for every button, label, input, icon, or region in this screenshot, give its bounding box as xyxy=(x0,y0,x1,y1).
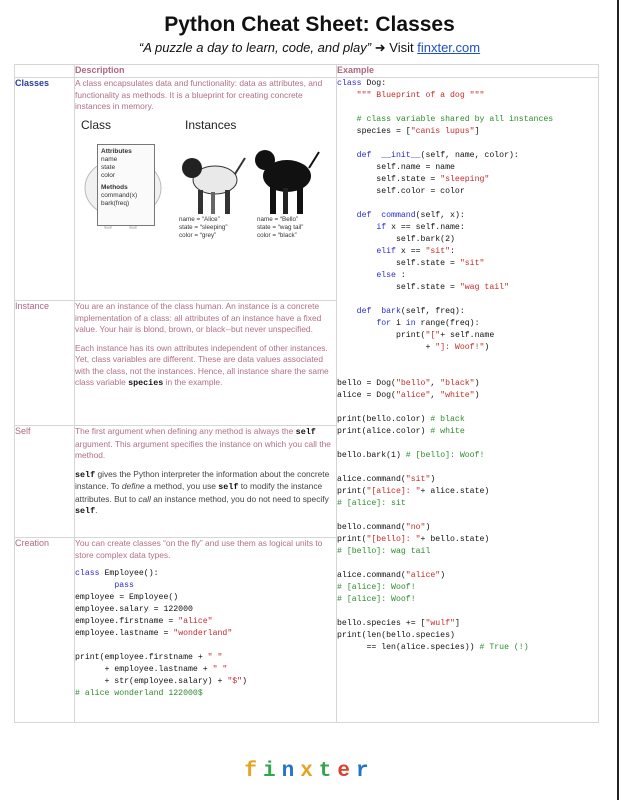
example-code-line: # [alice]: Woof! xyxy=(337,595,416,604)
creation-code-line: class Employee(): xyxy=(75,569,159,578)
logo-letter: e xyxy=(337,760,357,783)
example-code-line: def bark(self, freq): xyxy=(356,307,465,316)
creation-text: You can create classes “on the fly” and use them as logical units to store complex data types. xyxy=(75,538,323,560)
example-code-line: self.state = "sit" xyxy=(337,259,485,268)
example-code xyxy=(337,78,598,654)
example-code-line: # class variable shared by all instances xyxy=(356,115,554,124)
example-code-line: # [bello]: wag tail xyxy=(337,547,431,556)
example-code-cell xyxy=(337,78,599,723)
self-description xyxy=(75,426,337,538)
example-code-line xyxy=(337,366,598,378)
example-code-line xyxy=(337,462,598,474)
uml-method-bark: bark(freq) xyxy=(101,199,130,207)
uml-class-box xyxy=(97,144,155,226)
example-code-line: bello.bark(1) # [bello]: Woof! xyxy=(337,451,485,460)
cheat-sheet-table xyxy=(14,64,599,723)
logo-letter: x xyxy=(300,760,319,783)
alice-caption: name = “Alice” state = “sleeping” color = “grey” xyxy=(179,215,228,239)
example-code-line: def __init__(self, name, color): xyxy=(356,151,519,160)
logo-letter: t xyxy=(318,760,338,783)
self-code-4: self xyxy=(75,506,96,516)
instances-heading: Instances xyxy=(185,117,237,132)
creation-code-line: employee.lastname = "wonderland" xyxy=(75,629,233,638)
example-code-line xyxy=(337,294,598,306)
example-code-line: print("[alice]: "+ alice.state) xyxy=(337,487,490,496)
example-code-line: print("["+ self.name xyxy=(337,331,495,340)
creation-code-line: employee = Employee() xyxy=(75,593,179,602)
page-subtitle xyxy=(0,40,619,56)
example-code-line: bello.species += ["wulf"] xyxy=(337,619,460,628)
example-code-line: print("[bello]: "+ bello.state) xyxy=(337,535,490,544)
creation-code-line: + employee.lastname + " " xyxy=(75,665,228,674)
example-code-line: alice = Dog("alice", "white") xyxy=(337,391,480,400)
example-code-line: alice.command("alice") xyxy=(337,571,446,580)
example-code-line: species = ["canis lupus"] xyxy=(337,127,480,136)
self-text-2-c: to modify the instance attributes. But to xyxy=(75,481,323,504)
example-code-line: print(len(bello.species) xyxy=(337,631,455,640)
instance-text-2-b: in the example. xyxy=(165,377,223,387)
finxter-logo xyxy=(0,760,619,783)
example-code-line: self.bark(2) xyxy=(337,235,455,244)
creation-code-line: employee.firstname = "alice" xyxy=(75,617,213,626)
example-header: Example xyxy=(337,65,599,78)
creation-code-line: pass xyxy=(114,581,134,590)
example-code-line xyxy=(337,606,598,618)
bello-caption: name = “Bello” state = “wag tail” color = “black” xyxy=(257,215,304,239)
header-row xyxy=(15,65,599,78)
example-code-line xyxy=(337,402,598,414)
empty-header-cell xyxy=(15,65,75,78)
self-text-1-a: The first argument when defining any method is always the xyxy=(75,426,294,436)
page-title: Python Cheat Sheet: Classes xyxy=(164,13,455,36)
example-code-line: self.color = color xyxy=(337,187,465,196)
uml-attributes-title: Attributes xyxy=(101,147,132,155)
example-code-line: == len(alice.species)) # True (!) xyxy=(337,643,529,652)
example-code-line: if x == self.name: xyxy=(376,223,465,232)
description-header: Description xyxy=(75,65,337,78)
self-text-1 xyxy=(75,426,336,462)
self-call-word: call xyxy=(138,493,151,504)
bello-robot-dog xyxy=(255,150,319,214)
uml-attribute-color: color xyxy=(101,171,116,179)
self-text-1-b: argument. This argument specifies the instance on which you call the method. xyxy=(75,438,331,460)
example-code-line: for i in range(freq): xyxy=(376,319,480,328)
self-code-1: self xyxy=(295,427,316,437)
uml-methods-title: Methods xyxy=(101,183,128,191)
creation-description xyxy=(75,538,337,723)
subtitle-quote: “A puzzle a day to learn, code, and play” xyxy=(138,40,372,55)
example-code-line: # [alice]: sit xyxy=(337,499,406,508)
creation-code-line: print(employee.firstname + " " xyxy=(75,653,223,662)
classes-text: A class encapsulates data and functionality: data as attributes, and functionality as methods. It is a blueprint for creating concrete instances in memory. xyxy=(75,78,323,111)
class-heading: Class xyxy=(81,117,112,132)
row-label-self: Self xyxy=(15,426,75,538)
self-text-2-b: a method, you use xyxy=(147,481,216,491)
logo-letter: r xyxy=(356,760,375,783)
creation-code-line: + str(employee.salary) + "$") xyxy=(75,677,247,686)
example-code-line xyxy=(337,198,598,210)
instance-text-2 xyxy=(75,343,336,390)
arrow-icon: ➜ xyxy=(374,40,386,55)
row-label-classes: Classes xyxy=(15,78,75,301)
self-define-word: define xyxy=(121,481,145,491)
subtitle-visit: Visit xyxy=(389,40,414,55)
creation-code xyxy=(75,568,336,700)
example-code-line: else : xyxy=(376,271,406,280)
logo-letter: n xyxy=(281,760,301,783)
instance-text-1: You are an instance of the class human. An instance is a concrete implementation of a class: all attributes of an instance have a fixed value. Your hair is blond, brown, or black--but never unspecified. xyxy=(75,301,322,334)
species-code: species xyxy=(128,378,164,388)
uml-attribute-name: name xyxy=(101,155,118,163)
example-code-line xyxy=(337,438,598,450)
row-classes xyxy=(15,78,599,301)
self-code-2: self xyxy=(75,469,96,480)
row-label-creation: Creation xyxy=(15,538,75,723)
classes-description xyxy=(75,78,337,301)
example-code-line xyxy=(337,510,598,522)
creation-code-line: employee.salary = 122000 xyxy=(75,605,193,614)
class-instances-figure xyxy=(75,117,325,245)
example-code-line: def command(self, x): xyxy=(356,211,465,220)
example-code-line: alice.command("sit") xyxy=(337,475,436,484)
example-code-line: # [alice]: Woof! xyxy=(337,583,416,592)
example-code-line: print(bello.color) # black xyxy=(337,415,465,424)
example-code-line: bello = Dog("bello", "black") xyxy=(337,379,480,388)
logo-letter: f xyxy=(244,760,263,783)
example-code-line: bello.command("no") xyxy=(337,523,431,532)
example-code-line xyxy=(337,102,598,114)
example-code-line xyxy=(337,138,598,150)
self-text-2-a: gives the Python interpreter the information about the concrete instance. To xyxy=(75,468,330,491)
example-code-line: self.state = "sleeping" xyxy=(337,175,490,184)
finxter-link[interactable]: finxter.com xyxy=(417,40,481,55)
example-code-line xyxy=(337,354,598,366)
instance-text-2-a: Each instance has its own attributes independent of other instances. Yet, class variables are different. These are data values associated with the class, not the instances. Hence, all instance share the same class variable xyxy=(75,342,329,387)
row-label-instance: Instance xyxy=(15,301,75,426)
example-code-line: self.state = "wag tail" xyxy=(337,283,509,292)
creation-code-line xyxy=(75,640,336,652)
instance-description xyxy=(75,301,337,426)
self-text-2 xyxy=(75,469,336,518)
example-code-line: class Dog: xyxy=(337,79,387,88)
logo-letter: i xyxy=(262,760,282,783)
example-code-line xyxy=(337,558,598,570)
example-code-line: print(alice.color) # white xyxy=(337,427,465,436)
uml-method-command: command(x) xyxy=(101,191,138,199)
uml-attribute-state: state xyxy=(101,163,116,171)
alice-robot-dog xyxy=(182,158,245,214)
self-text-2-end: . xyxy=(95,505,98,515)
example-code-line: self.name = name xyxy=(337,163,455,172)
example-code-line: elif x == "sit": xyxy=(376,247,455,256)
example-code-line: """ Blueprint of a dog """ xyxy=(356,91,485,100)
creation-code-line: # alice wonderland 122000$ xyxy=(75,689,203,698)
example-code-line: + "]: Woof!") xyxy=(337,343,490,352)
self-code-3: self xyxy=(218,482,239,492)
self-text-2-d: an instance method, you do not need to specify xyxy=(153,493,329,504)
